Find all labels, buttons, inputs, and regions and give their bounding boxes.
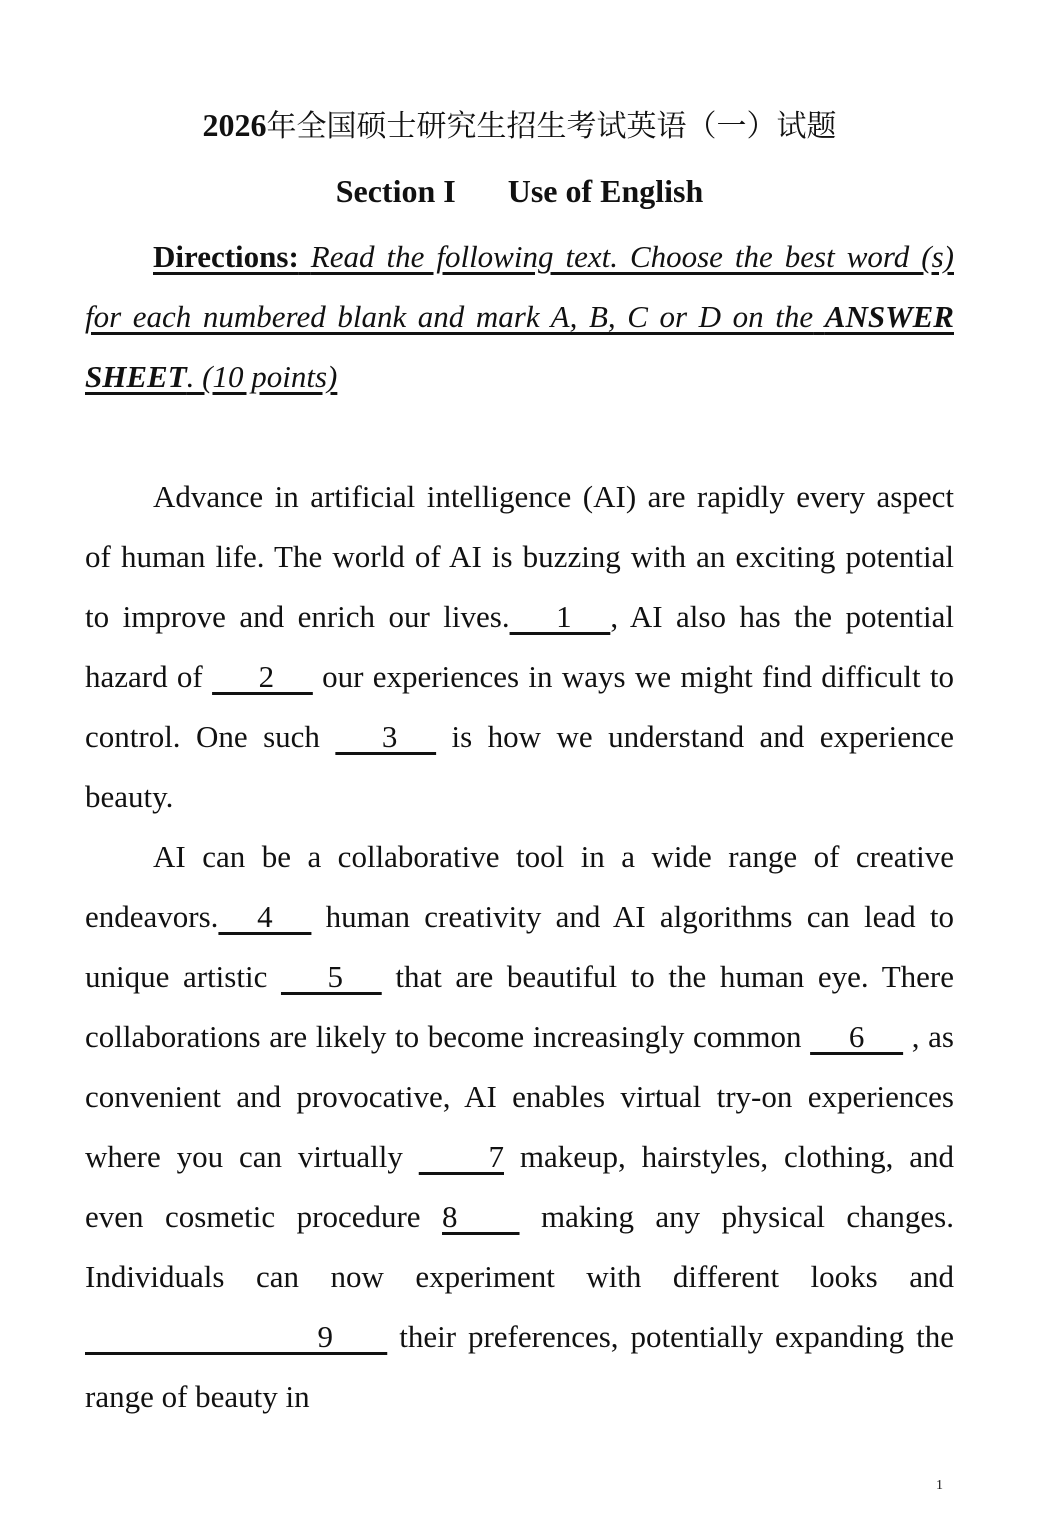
p2-text-b: human creativity and AI algorithms can lead to unique artistic xyxy=(85,899,954,994)
blank-2[interactable]: 2 xyxy=(212,659,313,694)
directions-text: Read the following text. Choose the best word (s) for each numbered blank and mark A, B, C or D on the xyxy=(85,239,954,334)
section-name: Use of English xyxy=(507,173,704,209)
answer-sheet-label: ANSWER SHEET xyxy=(85,299,954,394)
p2-text-d: , as convenient and provocative, AI enables virtual try-on experiences where you can virtually xyxy=(85,1019,954,1174)
blank-8[interactable]: 8 xyxy=(442,1199,520,1234)
exam-title xyxy=(85,95,954,155)
blank-1[interactable]: 1 xyxy=(509,599,611,634)
blank-7[interactable]: 7 xyxy=(418,1139,504,1174)
p1-text-b: , AI also has the potential hazard of xyxy=(85,599,954,694)
p1-text-c: our experiences in ways we might find difficult to control. One such xyxy=(85,659,954,754)
section-label: Section I xyxy=(335,173,456,209)
section-heading xyxy=(85,155,954,227)
p1-text-a: Advance in artificial intelligence (AI) are rapidly every aspect of human life. The world of AI is buzzing with an exciting potential to improve and enrich our lives. xyxy=(85,479,954,634)
directions-points: . (10 points) xyxy=(186,359,338,394)
p2-text-g: their preferences, potentially expanding the range of beauty in xyxy=(85,1319,954,1414)
blank-5[interactable]: 5 xyxy=(280,959,382,994)
p1-text-d: is how we understand and experience beauty. xyxy=(85,719,954,814)
blank-6[interactable]: 6 xyxy=(810,1019,904,1054)
page-number: 1 xyxy=(936,1478,943,1493)
directions-label: Directions: xyxy=(153,239,299,274)
p2-text-f: making any physical changes. Individuals can now experiment with different looks and xyxy=(85,1199,954,1294)
p2-text-e: makeup, hairstyles, clothing, and even cosmetic procedure xyxy=(85,1139,955,1234)
passage-paragraph-2 xyxy=(85,827,954,1427)
exam-page xyxy=(85,95,954,1427)
p2-text-c: that are beautiful to the human eye. There collaborations are likely to become increasingly common xyxy=(85,959,954,1054)
directions xyxy=(85,227,954,407)
title-text: 年全国硕士研究生招生考试英语（一）试题 xyxy=(266,109,837,144)
blank-4[interactable]: 4 xyxy=(218,899,312,934)
title-year: 2026 xyxy=(202,107,267,143)
passage-paragraph-1 xyxy=(85,467,954,827)
p2-text-a: AI can be a collaborative tool in a wide range of creative endeavors. xyxy=(85,839,954,934)
blank-9[interactable]: 9 xyxy=(85,1319,388,1354)
blank-3[interactable]: 3 xyxy=(335,719,437,754)
